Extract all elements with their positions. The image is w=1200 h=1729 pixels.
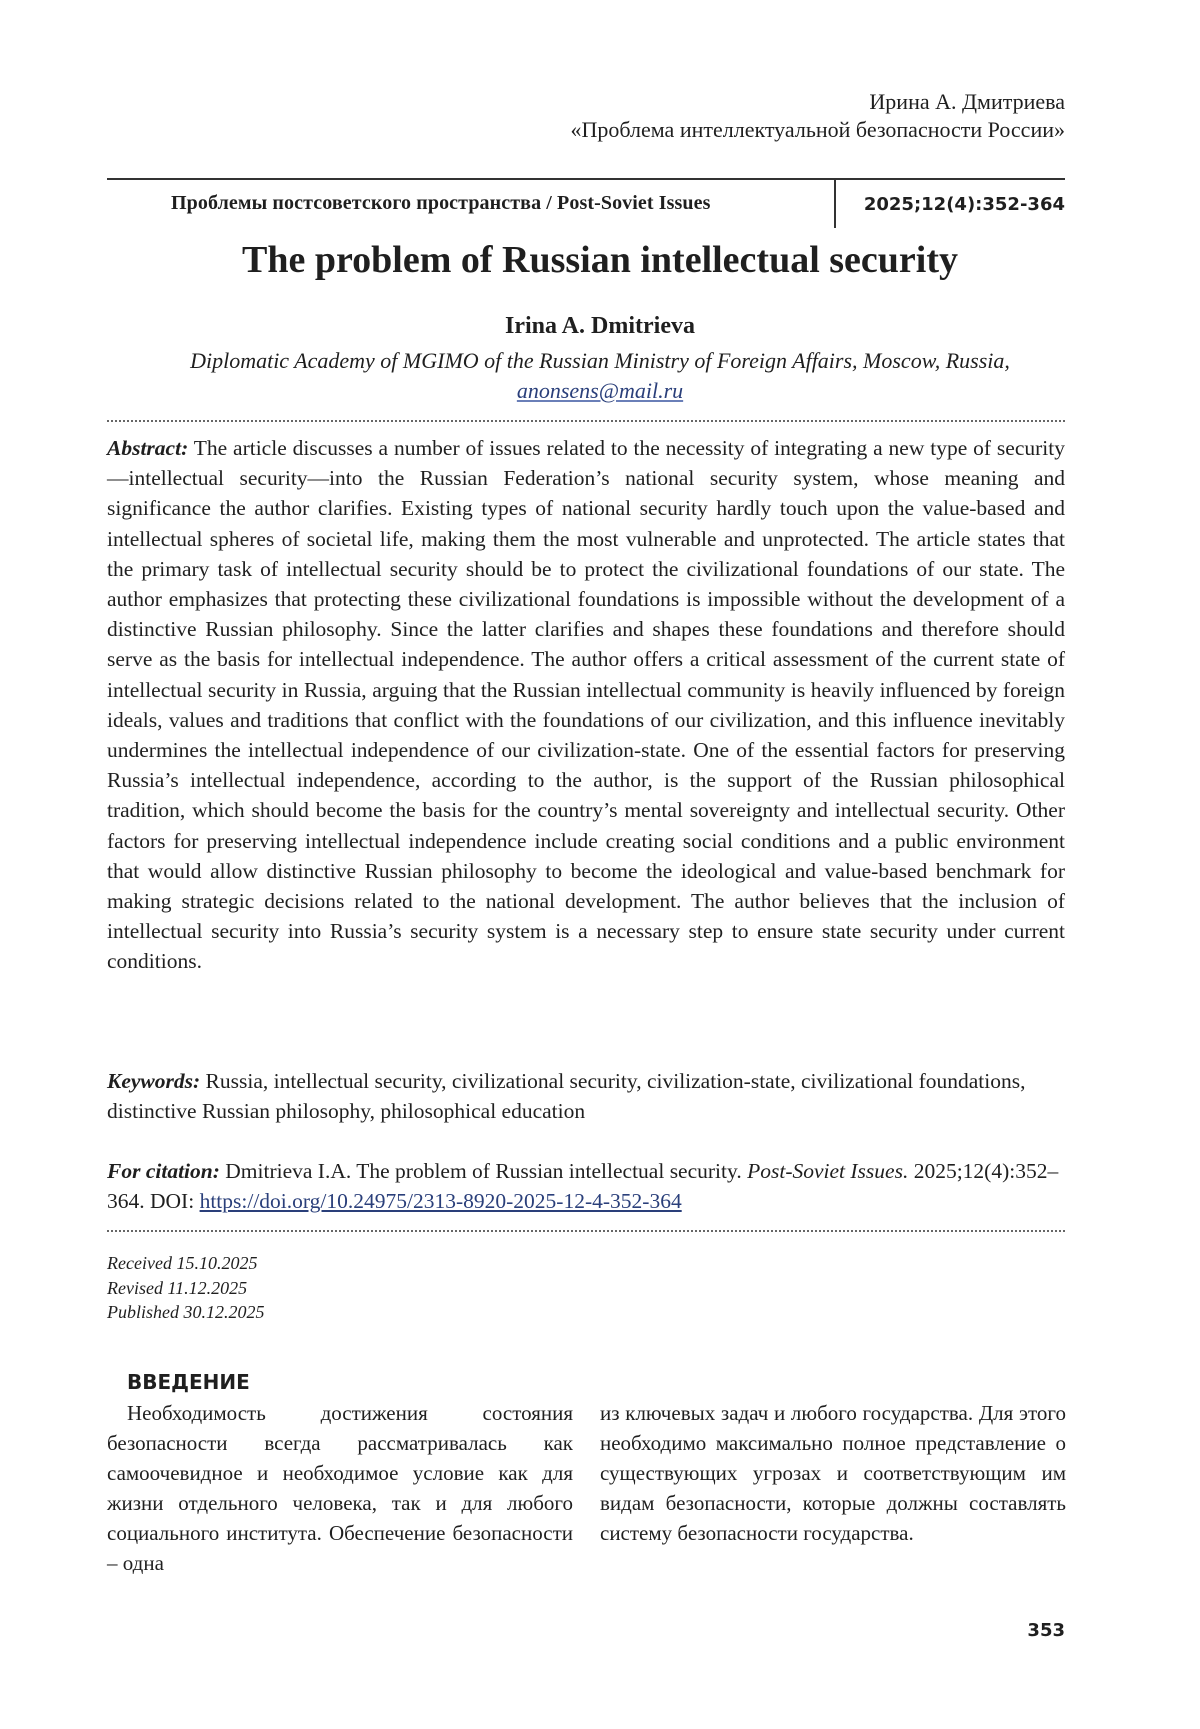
journal-header bbox=[107, 178, 1065, 230]
article-dates bbox=[107, 1251, 265, 1325]
keywords-text: Russia, intellectual security, civilizational security, civilization-state, civilizational foundations, distinctive Russian philosophy, philosophical education bbox=[107, 1069, 1026, 1124]
citation-label: For citation: bbox=[107, 1159, 220, 1183]
page-number: 353 bbox=[1027, 1620, 1065, 1641]
running-head-title: «Проблема интеллектуальной безопасности России» bbox=[570, 117, 1065, 142]
journal-divider bbox=[834, 180, 836, 228]
abstract-label: Abstract: bbox=[107, 436, 189, 460]
citation-text: Dmitrieva I.A. The problem of Russian intellectual security. bbox=[225, 1159, 742, 1183]
body-column-left: Необходимость достижения состояния безопасности всегда рассматривалась как самоочевидное и необходимое условие как для жизни отдельного человека, так и для любого социального института. Обеспечение безопасности – одна bbox=[107, 1401, 573, 1575]
author-email-link[interactable]: anonsens@mail.ru bbox=[516, 378, 684, 403]
citation-journal: Post-Soviet Issues. bbox=[747, 1159, 909, 1183]
dotted-divider-bottom bbox=[107, 1230, 1065, 1232]
dotted-divider-top bbox=[107, 420, 1065, 422]
doi-link[interactable]: https://doi.org/10.24975/2313-8920-2025-12-4-352-364 bbox=[199, 1189, 682, 1214]
keywords-label: Keywords: bbox=[107, 1069, 201, 1093]
abstract bbox=[107, 433, 1065, 977]
citation-ref: 2025;12(4):352–364. DOI: bbox=[107, 1159, 1059, 1214]
affiliation-text: Diplomatic Academy of MGIMO of the Russian Ministry of Foreign Affairs, Moscow, Russia, bbox=[190, 348, 1010, 373]
date-published: Published 30.12.2025 bbox=[107, 1302, 265, 1322]
section-heading: ВВЕДЕНИЕ bbox=[127, 1370, 250, 1394]
running-head-author: Ирина А. Дмитриева bbox=[869, 89, 1065, 114]
author-affiliation bbox=[0, 346, 1200, 406]
article-author: Irina A. Dmitrieva bbox=[505, 313, 695, 339]
citation bbox=[107, 1156, 1065, 1216]
journal-reference: 2025;12(4):352-364 bbox=[863, 194, 1065, 215]
abstract-text: The article discusses a number of issues related to the necessity of integrating a new type of security—intellectual security—into the Russian Federation’s national security system, whose meaning and significance the author clarifies. Existing types of national security hardly touch upon the value-based and intellectual spheres of societal life, making them the most vulnerable and unprotected. The article states that the primary task of intellectual security should be to protect the civilizational foundations of our state. The author emphasizes that protecting these civilizational foundations is impossible without the development of a distinctive Russian philosophy. Since the latter clarifies and shapes these foundations and therefore should serve as the basis for intellectual independence. The author offers a critical assessment of the current state of intellectual security in Russia, arguing that the Russian intellectual community is heavily influenced by foreign ideals, values and traditions that conflict with the foundations of our civilization, and this influence inevitably undermines the intellectual independence of our civilization-state. One of the essential factors for preserving Russia’s intellectual independence, according to the author, is the support of the Russian philosophical tradition, which should become the basis for the country’s mental sovereignty and intellectual security. Other factors for preserving intellectual independence include creating social conditions and a public environment that would allow distinctive Russian philosophy to become the ideological and value-based benchmark for making strategic decisions related to the national development. The author believes that the inclusion of intellectual security into Russia’s security system is a necessary step to ensure state security under current conditions. bbox=[107, 436, 1065, 974]
body-column-right: из ключевых задач и любого государства. Для этого необходимо максимально полное представление о существующих угрозах и соответствующим им видам безопасности, которые должны составлять систему безопасности государства. bbox=[600, 1401, 1066, 1545]
article-title: The problem of Russian intellectual security bbox=[241, 239, 958, 281]
keywords bbox=[107, 1066, 1065, 1126]
date-revised: Revised 11.12.2025 bbox=[107, 1277, 248, 1298]
date-received: Received 15.10.2025 bbox=[107, 1253, 258, 1273]
journal-name: Проблемы постсоветского пространства / Post-Soviet Issues bbox=[171, 192, 711, 214]
